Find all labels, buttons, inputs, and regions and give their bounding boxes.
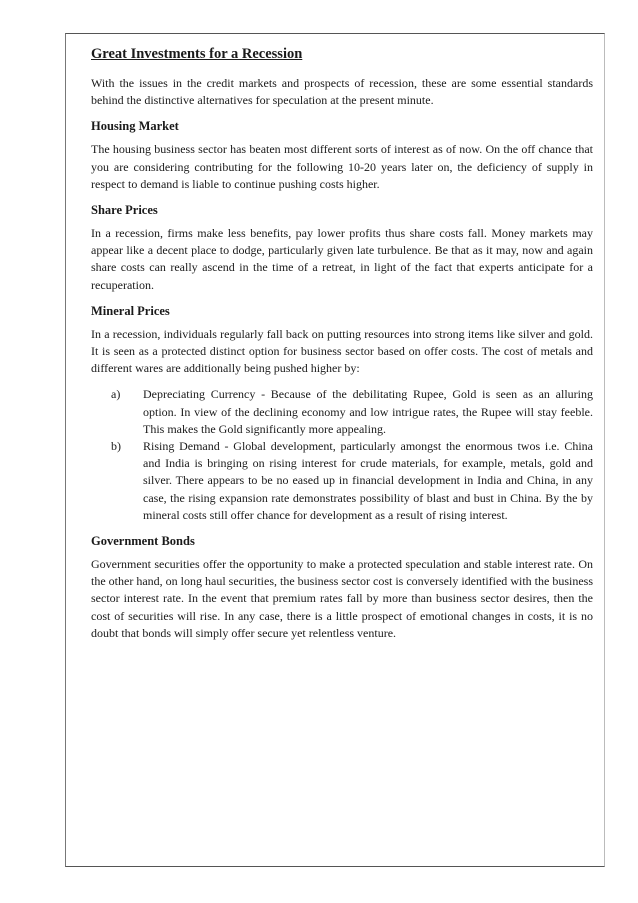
document-content	[91, 45, 593, 651]
document-title: Great Investments for a Recession	[91, 46, 303, 62]
list-item	[111, 438, 593, 524]
intro-paragraph: With the issues in the credit markets and prospects of recession, these are some essential standards behind the distinctive alternatives for speculation at the present minute.	[91, 76, 593, 108]
list-item-text: Rising Demand - Global development, particularly amongst the enormous twos i.e. China and India is bringing on rising interest for crude materials, for example, metals, gold and silver. There appears to be no eased up in financial development in India and China, in any case, the rising expansion rate demonstrates possibility of blast and bust in China. By the by mineral costs still offer chance for development as a result of rising interest.	[143, 439, 593, 522]
section-heading: Housing Market	[91, 119, 179, 134]
section-housing-market	[91, 118, 593, 193]
list-item	[111, 386, 593, 438]
mineral-factors-list	[91, 386, 593, 524]
section-paragraph: In a recession, firms make less benefits, pay lower profits thus share costs fall. Money markets may appear like a decent place to dodge, particularly given late turbulence. Be that as it may, now and again share costs can really ascend in the time of a retreat, in light of the fact that experts anticipate for a recuperation.	[91, 226, 593, 292]
section-paragraph: The housing business sector has beaten most different sorts of interest as of now. On the off chance that you are considering contributing for the following 10-20 years later on, the deficiency of supply in respect to demand is liable to continue pushing costs higher.	[91, 142, 593, 191]
list-marker: b)	[111, 439, 121, 454]
section-share-prices	[91, 202, 593, 294]
section-government-bonds	[91, 533, 593, 642]
section-paragraph: Government securities offer the opportunity to make a protected speculation and stable interest rate. On the other hand, on long haul securities, the business sector cost is conversely identified with the business sector interest rate. In the event that premium rates fall by more than business sector desires, then the cost of securities will rise. In any case, there is a little prospect of emotional changes in costs, it is no doubt that bonds will simply offer secure yet relentless venture.	[91, 557, 593, 640]
document-page	[65, 33, 605, 867]
section-heading: Mineral Prices	[91, 303, 170, 318]
list-marker: a)	[111, 387, 121, 402]
section-heading: Share Prices	[91, 203, 158, 218]
section-paragraph: In a recession, individuals regularly fall back on putting resources into strong items like silver and gold. It is seen as a protected distinct option for business sector based on offer costs. The cost of metals and different wares are additionally being pushed higher by:	[91, 326, 593, 376]
list-item-text: Depreciating Currency - Because of the debilitating Rupee, Gold is seen as an alluring option. In view of the declining economy and low intrigue rates, the Rupee will stay feeble. This makes the Gold significantly more appealing.	[143, 387, 593, 436]
section-heading: Government Bonds	[91, 534, 195, 549]
section-mineral-prices	[91, 303, 593, 524]
